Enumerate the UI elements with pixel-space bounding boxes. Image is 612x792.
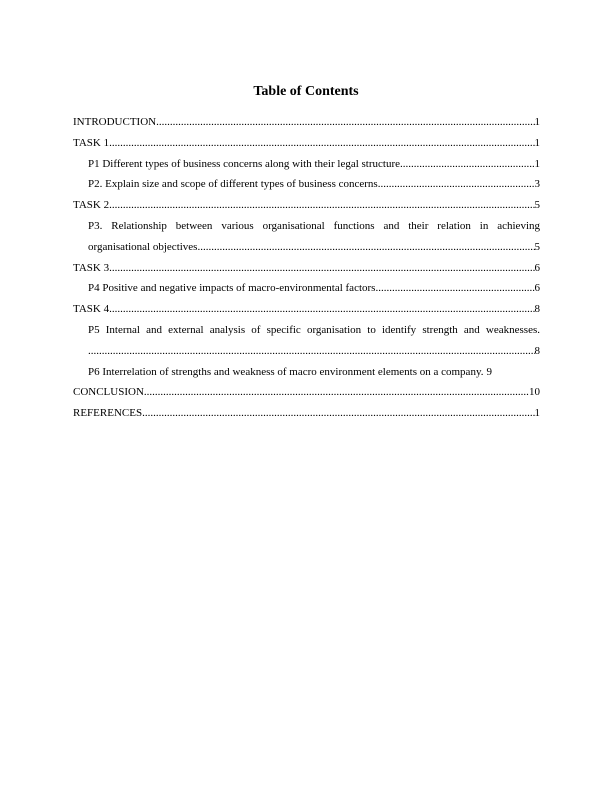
toc-leader-dots	[109, 299, 534, 320]
toc-page-number: 8	[534, 344, 540, 357]
toc-entry-p4[interactable]	[73, 278, 540, 299]
toc-entry-label: P5 Internal and external analysis of specific organisation to identify strength and weaknesses.	[88, 323, 540, 336]
toc-page-number: 8	[534, 303, 540, 316]
toc-entry-label: TASK 1	[73, 136, 110, 149]
toc-entry-label: REFERENCES	[73, 407, 143, 420]
toc-entry-label: P1 Different types of business concerns along with their legal structure	[88, 157, 400, 170]
toc-entry-task-1[interactable]	[73, 133, 540, 154]
table-of-contents	[73, 112, 540, 424]
page-title: Table of Contents	[253, 84, 359, 99]
toc-entry-p2[interactable]	[73, 174, 540, 195]
toc-entry-label: P6 Interrelation of strengths and weakness of macro environment elements on a company.	[88, 365, 484, 378]
toc-entry-introduction[interactable]	[73, 112, 540, 133]
toc-leader-dots	[142, 403, 534, 424]
toc-leader-dots	[400, 154, 535, 175]
toc-entry-task-3[interactable]	[73, 258, 540, 279]
toc-page-number: 6	[534, 261, 540, 274]
toc-entry-continuation	[88, 341, 540, 362]
toc-leader-dots	[197, 237, 534, 258]
toc-leader-dots	[109, 258, 534, 279]
toc-leader-dots	[109, 133, 534, 154]
toc-leader-dots	[156, 112, 534, 133]
toc-leader-dots	[88, 341, 535, 362]
toc-leader-dots	[144, 382, 529, 403]
toc-entry-p1[interactable]	[73, 154, 540, 175]
toc-entry-p3[interactable]	[73, 216, 540, 258]
toc-entry-continuation	[88, 237, 540, 258]
toc-entry-p6[interactable]	[73, 362, 540, 383]
toc-entry-label: P4 Positive and negative impacts of macro-environmental factors	[88, 282, 376, 295]
toc-entry-task-2[interactable]	[73, 195, 540, 216]
toc-entry-conclusion[interactable]	[73, 382, 540, 403]
toc-page-number: 5	[534, 199, 540, 212]
toc-entry-label-continued: organisational objectives	[88, 240, 198, 253]
toc-page-number: 3	[534, 178, 540, 191]
toc-page-number: 6	[534, 282, 540, 295]
toc-entry-references[interactable]	[73, 403, 540, 424]
toc-page-number: 1	[534, 407, 540, 420]
toc-page-number: 9	[486, 365, 492, 378]
toc-entry-p5[interactable]	[73, 320, 540, 362]
toc-entry-label: TASK 2	[73, 199, 110, 212]
toc-page-number: 1	[534, 136, 540, 149]
toc-leader-dots	[378, 174, 535, 195]
toc-page-number: 1	[534, 157, 540, 170]
toc-leader-dots	[109, 195, 534, 216]
toc-page-number: 5	[534, 240, 540, 253]
toc-page-number: 10	[529, 386, 540, 399]
toc-entry-label: TASK 3	[73, 261, 110, 274]
toc-entry-label: CONCLUSION	[73, 386, 144, 399]
toc-entry-label: P2. Explain size and scope of different types of business concerns	[88, 178, 378, 191]
toc-page-number: 1	[534, 116, 540, 128]
toc-entry-label: TASK 4	[73, 303, 110, 316]
toc-entry-task-4[interactable]	[73, 299, 540, 320]
toc-leader-dots	[375, 278, 534, 299]
toc-entry-label: INTRODUCTION	[73, 116, 157, 128]
toc-entry-label: P3. Relationship between various organisational functions and their relation in achieving	[88, 219, 540, 232]
